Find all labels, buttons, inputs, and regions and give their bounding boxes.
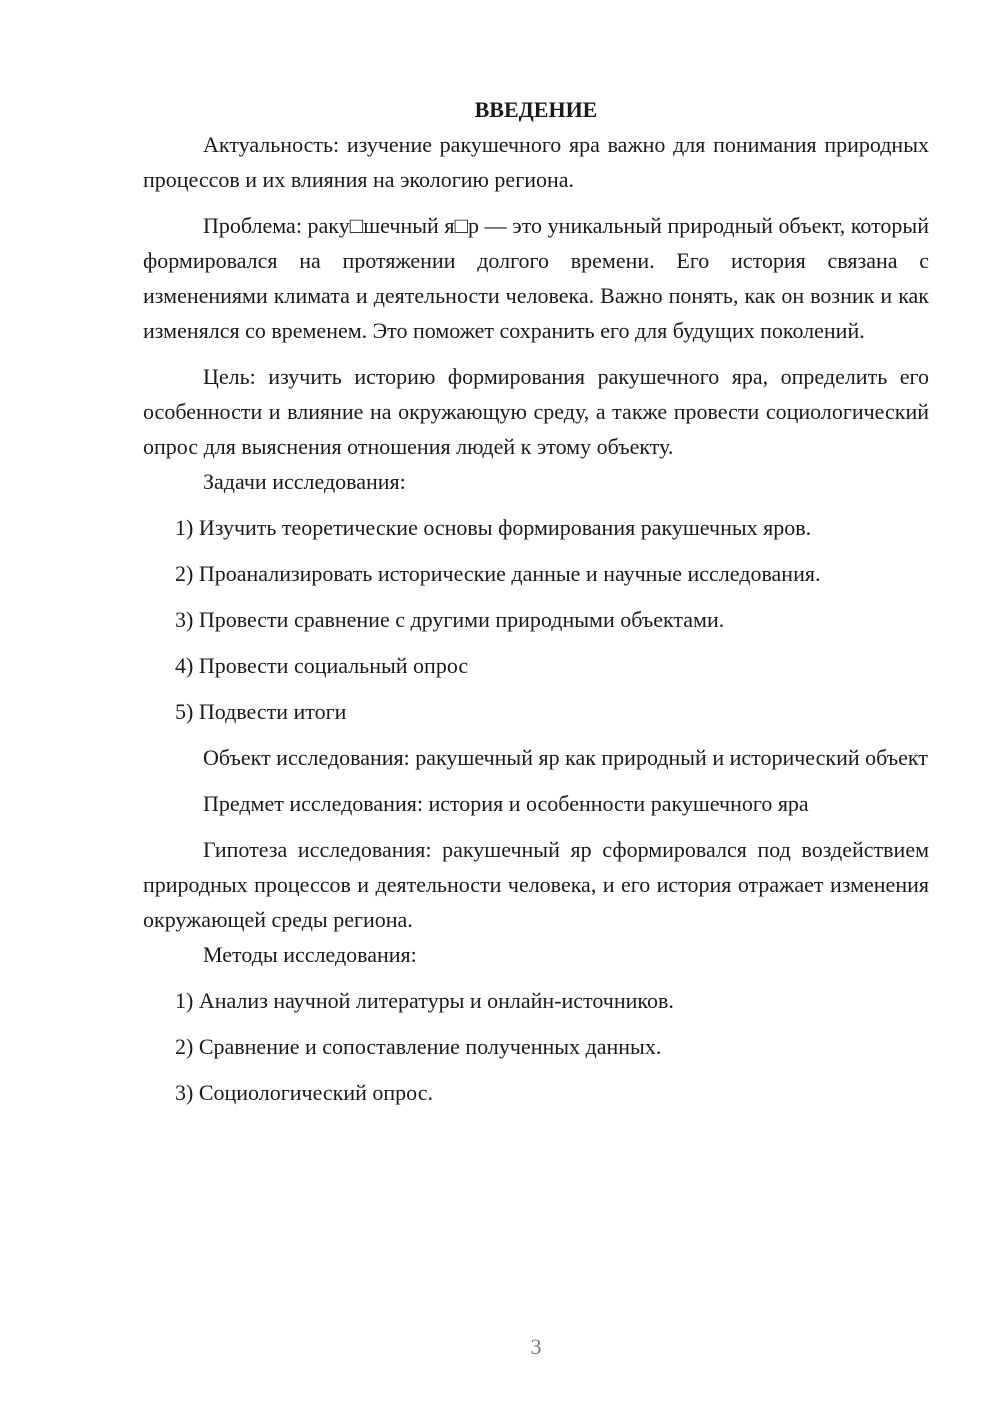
- relevance-paragraph: Актуальность: изучение ракушечного яра важно для понимания природных процессов и их влияния на экологию региона.: [143, 132, 929, 192]
- method-item: 1) Анализ научной литературы и онлайн-источников.: [175, 988, 674, 1013]
- task-item: 3) Провести сравнение с другими природными объектами.: [175, 607, 725, 632]
- methods-heading: Методы исследования:: [203, 942, 417, 967]
- task-item: 2) Проанализировать исторические данные и научные исследования.: [175, 561, 821, 586]
- method-item: 2) Сравнение и сопоставление полученных данных.: [175, 1034, 662, 1059]
- hypothesis-paragraph: Гипотеза исследования: ракушечный яр сформировался под воздействием природных процессов и деятельности человека, и его история отражает изменения окружающей среды региона.: [143, 837, 929, 932]
- task-item: 1) Изучить теоретические основы формирования ракушечных яров.: [175, 515, 812, 540]
- section-title: ВВЕДЕНИЕ: [474, 97, 598, 122]
- object-paragraph: Объект исследования: ракушечный яр как природный и исторический объект: [203, 745, 928, 770]
- problem-paragraph: Проблема: раку□шечный я□р — это уникальный природный объект, который формировался на протяжении долгого времени. Его история связана с изменениями климата и деятельности человека. Важно понять, как он возник и как изменялся со временем. Это поможет сохранить его для будущих поколений.: [143, 213, 929, 343]
- subject-paragraph: Предмет исследования: история и особенности ракушечного яра: [203, 791, 809, 816]
- task-item: 5) Подвести итоги: [175, 699, 347, 724]
- tasks-heading: Задачи исследования:: [203, 469, 406, 494]
- page-number: 3: [530, 1334, 542, 1359]
- page-content: [143, 92, 929, 1110]
- goal-paragraph: Цель: изучить историю формирования ракушечного яра, определить его особенности и влияние на окружающую среду, а также провести социологический опрос для выяснения отношения людей к этому объекту.: [143, 364, 929, 459]
- task-item: 4) Провести социальный опрос: [175, 653, 469, 678]
- method-item: 3) Социологический опрос.: [175, 1080, 433, 1105]
